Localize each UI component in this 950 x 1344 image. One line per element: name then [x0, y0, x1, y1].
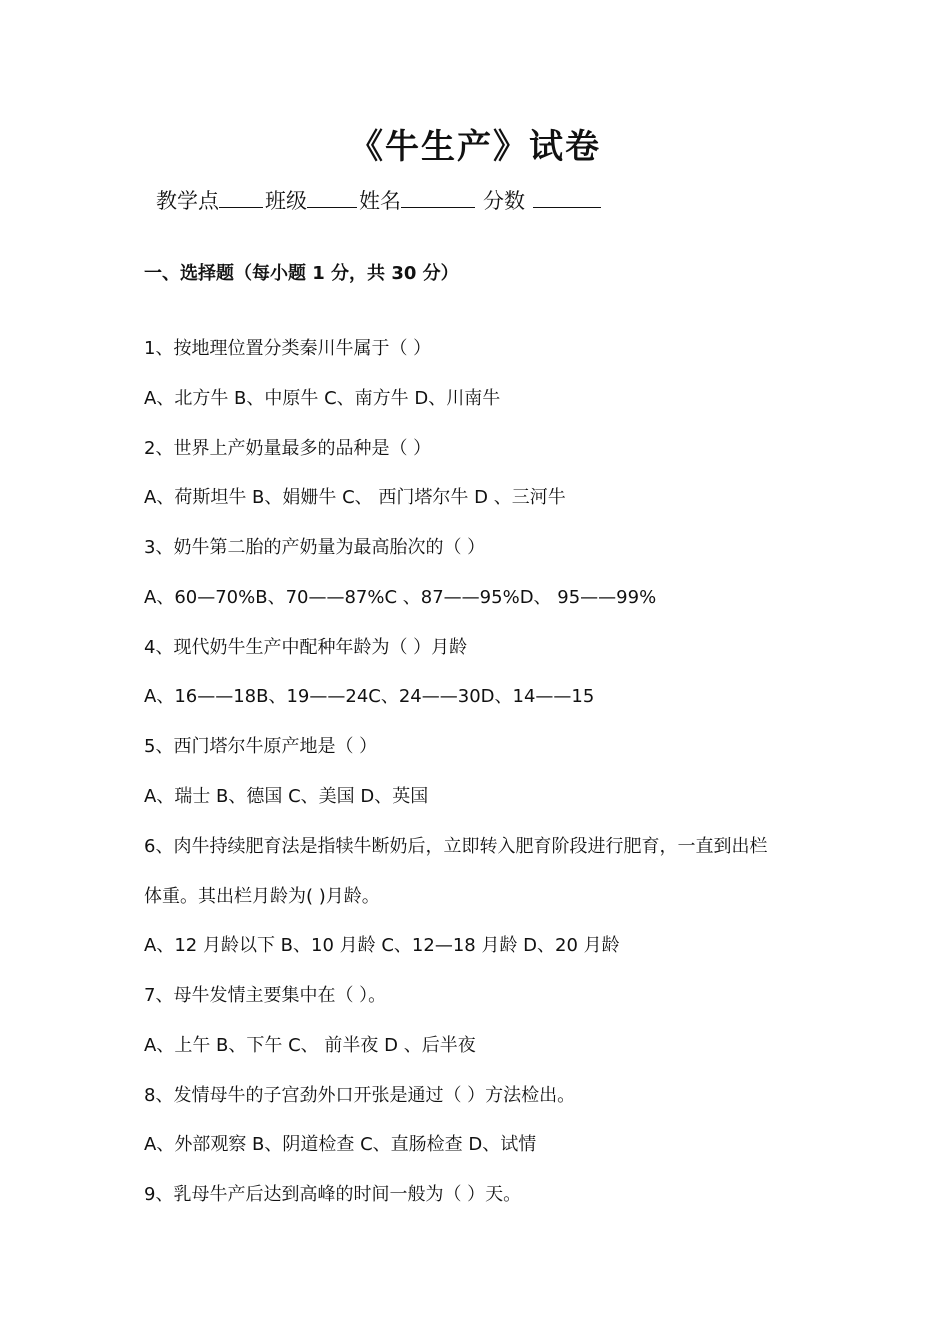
- teaching-point-label: 教学点: [156, 189, 219, 213]
- section-heading: 一、选择题（每小题 1 分，共 30 分）: [144, 263, 459, 284]
- question-5: 5、西门塔尔牛原产地是（ ）: [144, 736, 378, 757]
- question-1: 1、按地理位置分类秦川牛属于（ ）: [144, 338, 432, 359]
- options-3: A、60—70%B、70——87%C 、87——95%D、 95——99%: [144, 587, 657, 608]
- question-6-continued: 体重。其出栏月龄为( )月龄。: [144, 886, 380, 907]
- options-1: A、北方牛 B、中原牛 C、南方牛 D、川南牛: [144, 388, 501, 409]
- options-2: A、荷斯坦牛 B、娟姗牛 C、 西门塔尔牛 D 、三河牛: [144, 487, 566, 508]
- name-field[interactable]: [401, 183, 475, 208]
- name-label: 姓名: [359, 189, 401, 213]
- question-6: 6、肉牛持续肥育法是指犊牛断奶后，立即转入肥育阶段进行肥育，一直到出栏: [144, 836, 768, 857]
- student-info-line: [156, 183, 603, 218]
- class-field[interactable]: [307, 183, 357, 208]
- teaching-point-field[interactable]: [219, 183, 263, 208]
- options-8: A、外部观察 B、阴道检查 C、直肠检查 D、试情: [144, 1134, 537, 1155]
- score-label: 分数: [483, 189, 525, 213]
- options-7: A、上午 B、下午 C、 前半夜 D 、后半夜: [144, 1035, 476, 1056]
- question-3: 3、奶牛第二胎的产奶量为最高胎次的（ ）: [144, 537, 486, 558]
- class-label: 班级: [265, 189, 307, 213]
- options-6: A、12 月龄以下 B、10 月龄 C、12—18 月龄 D、20 月龄: [144, 935, 620, 956]
- question-7: 7、母牛发情主要集中在（ ）。: [144, 985, 387, 1006]
- score-field[interactable]: [533, 183, 601, 208]
- page-title: 《牛生产》试卷: [349, 127, 601, 167]
- question-8: 8、发情母牛的子宫劲外口开张是通过（ ）方法检出。: [144, 1085, 576, 1106]
- options-4: A、16——18B、19——24C、24——30D、14——15: [144, 686, 595, 707]
- question-9: 9、乳母牛产后达到高峰的时间一般为（ ）天。: [144, 1184, 522, 1205]
- options-5: A、瑞士 B、德国 C、美国 D、英国: [144, 786, 429, 807]
- question-4: 4、现代奶牛生产中配种年龄为（ ）月龄: [144, 637, 468, 658]
- question-2: 2、世界上产奶量最多的品种是（ ）: [144, 438, 432, 459]
